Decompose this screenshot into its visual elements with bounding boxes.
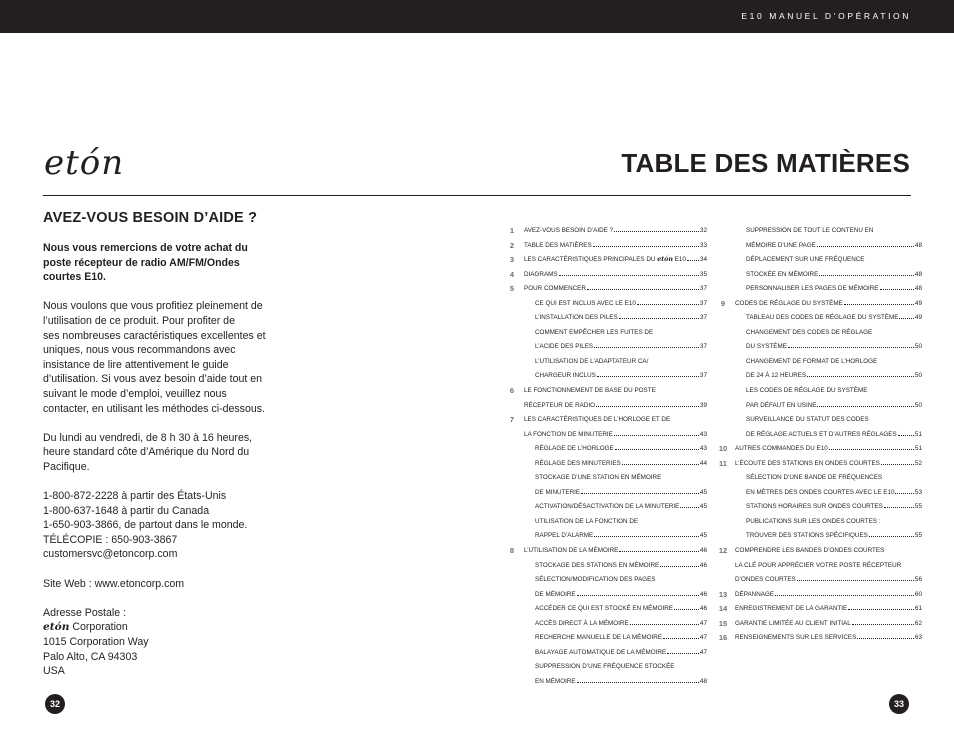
toc-entry-text: STATIONS HORAIRES SUR ONDES COURTES: [746, 503, 883, 511]
toc-entry: [718, 428, 922, 443]
toc-entry: [718, 297, 922, 312]
toc-page-number: 43: [699, 445, 707, 453]
toc-entry-text: PAR DÉFAUT EN USINE: [746, 401, 817, 409]
toc-entry: [718, 384, 922, 399]
toc-page-number: 44: [699, 459, 707, 467]
toc-entry: [507, 326, 707, 341]
toc-page-number: 49: [914, 314, 922, 322]
toc-entry: [718, 457, 922, 472]
help-intro-line: uniques, nous vous recommandons avec: [43, 344, 236, 357]
toc-entry-text: AUTRES COMMANDES DU E10: [735, 445, 828, 453]
toc-entry-text: TABLE DES MATIÈRES: [524, 241, 592, 249]
help-hours-line: heure standard côte d’Amérique du Nord du: [43, 446, 250, 459]
toc-page-number: 60: [914, 590, 922, 598]
toc-page-number: 37: [699, 314, 707, 322]
toc-entry: [507, 384, 707, 399]
toc-entry: [507, 559, 707, 574]
toc-dot-leader: [880, 282, 914, 290]
toc-entry-text: LA CLÉ POUR APPRÉCIER VOTRE POSTE RÉCEPTEUR: [735, 561, 902, 569]
toc-chapter-number: 10: [718, 444, 728, 454]
toc-entry: [718, 631, 922, 646]
toc-entry-text: RÉGLAGE DE L’HORLOGE: [535, 445, 614, 453]
toc-chapter-number: 1: [509, 226, 515, 235]
toc-chapter-number: 3: [509, 255, 515, 265]
toc-dot-leader: [597, 369, 699, 377]
toc-entry-text: MÉMOIRE D’UNE PAGE: [746, 241, 816, 249]
toc-page-number: 48: [914, 285, 922, 293]
toc-dot-leader: [619, 311, 699, 319]
toc-entry-text: DE RÉGLAGE ACTUELS ET D’AUTRES RÉGLAGES: [746, 430, 897, 438]
toc-dot-leader: [619, 544, 699, 552]
toc-entry: [507, 239, 707, 254]
toc-dot-leader: [674, 602, 699, 610]
toc-dot-leader: [615, 442, 699, 450]
toc-entry-text: ACCÉDER CE QUI EST STOCKÉ EN MÉMOIRE: [535, 605, 673, 613]
toc-entry: [507, 355, 707, 370]
toc-entry-text: ACCÈS DIRECT À LA MÉMOIRE: [535, 619, 629, 627]
toc-entry-text: CHANGEMENT DE FORMAT DE L’HORLOGE: [746, 357, 878, 365]
toc-entry-text: RECHERCHE MANUELLE DE LA MÉMOIRE: [535, 634, 663, 642]
help-intro-line: d’utilisation. Si vous avez besoin d’aide tout en: [43, 373, 263, 386]
toc-page-number: 53: [914, 488, 922, 496]
toc-entry: [507, 340, 707, 355]
toc-entry: [507, 369, 707, 384]
toc-chapter-number: 12: [718, 546, 728, 556]
toc-dot-leader: [797, 573, 914, 581]
toc-entry: [507, 224, 707, 239]
toc-entry: [718, 340, 922, 355]
toc-dot-leader: [881, 457, 914, 465]
toc-entry-text: CE QUI EST INCLUS AVEC LE E10: [535, 299, 636, 307]
toc-chapter-number: 11: [719, 458, 727, 468]
toc-page-number: 46: [699, 561, 707, 569]
toc-entry: [718, 253, 922, 268]
toc-entry: [507, 413, 707, 428]
toc-entry-text: LES CARACTÉRISTIQUES PRINCIPALES DU: [524, 256, 656, 264]
toc-entry-text: UTILISATION DE LA FONCTION DE: [535, 517, 639, 525]
toc-page-number: 35: [699, 270, 707, 278]
toc-page-number: 45: [699, 503, 707, 511]
toc-dot-leader: [660, 559, 699, 567]
toc-entry-text: L’UTILISATION DE LA MÉMOIRE: [524, 547, 619, 555]
toc-entry-text: ENREGISTREMENT DE LA GARANTIE: [735, 605, 848, 613]
toc-entry: [507, 631, 707, 646]
toc-entry: [718, 617, 922, 632]
toc-entry: [507, 529, 707, 544]
toc-entry: [507, 442, 707, 457]
toc-dot-leader: [687, 253, 699, 261]
toc-entry: [507, 500, 707, 515]
help-hours: [43, 431, 268, 475]
toc-entry: [507, 253, 707, 268]
toc-page-number: 55: [914, 532, 922, 540]
toc-dot-leader: [852, 617, 914, 625]
toc-page-number: 48: [914, 241, 922, 249]
toc-chapter-number: 7: [509, 415, 515, 425]
page-title: TABLE DES MATIÈRES: [621, 148, 910, 178]
toc-entry-text: BALAYAGE AUTOMATIQUE DE LA MÉMOIRE: [535, 648, 667, 656]
toc-entry-text: DE MINUTERIE: [535, 488, 581, 496]
toc-entry: [507, 282, 707, 297]
toc-dot-leader: [884, 500, 914, 508]
header-bar: [0, 0, 954, 33]
toc-entry: [507, 602, 707, 617]
toc-chapter-number: 15: [718, 618, 728, 628]
help-intro-line: ses nombreuses caractéristiques excellentes et: [43, 329, 266, 342]
toc-page-number: 37: [699, 372, 707, 380]
address-street: 1015 Corporation Way: [43, 636, 149, 649]
toc-page-number: 47: [699, 634, 707, 642]
help-intro-line: suivant le mode d’emploi, veuillez nous: [43, 387, 227, 400]
toc-dot-leader: [587, 282, 699, 290]
toc-dot-leader: [594, 340, 699, 348]
toc-entry-text: STOCKAGE D’UNE STATION EN MÉMOIRE: [535, 474, 662, 482]
address-company: Corporation: [72, 621, 128, 634]
toc-dot-leader: [630, 617, 699, 625]
toc-page-number: 56: [914, 576, 922, 584]
fax-number: TÉLÉCOPIE : 650-903-3867: [43, 533, 178, 546]
toc-page-number: 55: [914, 503, 922, 511]
help-intro-line: insistance de lire attentivement le guide: [43, 358, 229, 371]
toc-entry: [718, 588, 922, 603]
title-divider: [43, 195, 911, 196]
toc-page-number: 50: [914, 401, 922, 409]
toc-entry-text: LES CODES DE RÉGLAGE DU SYSTÈME: [746, 387, 868, 395]
toc-page-number: 49: [914, 299, 922, 307]
toc-entry-text: L’UTILISATION DE L’ADAPTATEUR CA/: [535, 357, 649, 365]
help-section: [43, 210, 268, 679]
toc-dot-leader: [594, 529, 699, 537]
toc-entry: [718, 602, 922, 617]
toc-page-number: 51: [914, 430, 922, 438]
help-intro-line: contacter, en utilisant les méthodes ci-dessous.: [43, 402, 265, 415]
toc-page-number: 47: [699, 619, 707, 627]
toc-entry-text: RAPPEL D’ALARME: [535, 532, 594, 540]
toc-entry-text: STOCKAGE DES STATIONS EN MÉMOIRE: [535, 561, 660, 569]
toc-page-number: 37: [699, 285, 707, 293]
toc-page-number: 43: [699, 430, 707, 438]
toc-page-number: 51: [914, 445, 922, 453]
toc-page-number: 33: [699, 241, 707, 249]
toc-dot-leader: [577, 588, 699, 596]
toc-entry: [507, 515, 707, 530]
toc-entry-text: LES CARACTÉRISTIQUES DE L’HORLOGE ET DE: [524, 416, 671, 424]
toc-page-number: 50: [914, 372, 922, 380]
toc-chapter-number: 13: [718, 589, 728, 599]
toc-entry: [507, 268, 707, 283]
toc-dot-leader: [807, 369, 914, 377]
toc-chapter-number: 6: [509, 386, 515, 396]
toc-entry: [507, 617, 707, 632]
toc-entry: [718, 544, 922, 559]
toc-entry-text: CHARGEUR INCLUS: [535, 372, 596, 380]
help-address: [43, 606, 268, 679]
toc-page-number: 37: [699, 299, 707, 307]
toc-entry: [718, 326, 922, 341]
toc-chapter-number: 14: [718, 604, 728, 614]
toc-entry-model: E10: [674, 256, 686, 264]
toc-dot-leader: [680, 500, 699, 508]
toc-entry: [507, 646, 707, 661]
toc-entry-text: RÉGLAGE DES MINUTERIES: [535, 459, 621, 467]
toc-entry: [507, 588, 707, 603]
address-brand: etón: [43, 621, 70, 634]
toc-entry: [507, 573, 707, 588]
toc-entry-text: COMMENT EMPÊCHER LES FUITES DE: [535, 328, 654, 336]
toc-entry-brand: etón: [657, 256, 673, 264]
toc-entry-text: STOCKÉE EN MÉMOIRE: [746, 270, 819, 278]
toc-entry-text: DE MÉMOIRE: [535, 590, 576, 598]
toc-dot-leader: [622, 457, 699, 465]
toc-chapter-number: 9: [720, 298, 726, 308]
toc-entry: [507, 544, 707, 559]
toc-chapter-number: 5: [509, 284, 515, 294]
toc-entry-text: CHANGEMENT DES CODES DE RÉGLAGE: [746, 328, 873, 336]
toc-entry-text: RENSEIGNEMENTS SUR LES SERVICES: [735, 634, 857, 642]
toc-entry: [718, 559, 922, 574]
toc-page-number: 34: [699, 256, 707, 264]
toc-chapter-number: 4: [509, 269, 515, 279]
toc-chapter-number: 8: [509, 546, 515, 556]
toc-entry: [718, 369, 922, 384]
toc-dot-leader: [663, 631, 699, 639]
toc-page-number: 47: [699, 648, 707, 656]
help-website: Site Web : www.etoncorp.com: [43, 577, 185, 590]
toc-dot-leader: [788, 340, 914, 348]
toc-entry: [718, 529, 922, 544]
toc-entry-text: RÉCEPTEUR DE RADIO: [524, 401, 596, 409]
toc-page-number: 63: [914, 634, 922, 642]
help-intro-line: Nous voulons que vous profitiez pleinement de: [43, 300, 263, 313]
toc-chapter-number: 2: [509, 240, 515, 250]
toc-entry: [718, 268, 922, 283]
toc-entry-text: DIAGRAMS: [524, 270, 558, 278]
toc-entry-text: D’ONDES COURTES: [735, 576, 796, 584]
toc-dot-leader: [667, 646, 699, 654]
toc-entry-text: DE 24 À 12 HEURES: [746, 372, 807, 380]
help-lead-line: courtes E10.: [43, 271, 107, 284]
address-city: Palo Alto, CA 94303: [43, 650, 138, 663]
toc-entry-text: GARANTIE LIMITÉE AU CLIENT INITIAL: [735, 619, 851, 627]
toc-dot-leader: [817, 239, 914, 247]
toc-dot-leader: [559, 268, 699, 276]
toc-entry: [718, 486, 922, 501]
phone-canada: 1-800-637-1648 à partir du Canada: [43, 504, 210, 517]
toc-column-right: [718, 224, 922, 646]
toc-entry: [718, 413, 922, 428]
phone-worldwide: 1-650-903-3866, de partout dans le monde.: [43, 519, 248, 532]
toc-dot-leader: [593, 239, 699, 247]
toc-entry-text: TROUVER DES STATIONS SPÉCIFIQUES: [746, 532, 868, 540]
toc-dot-leader: [829, 442, 914, 450]
toc-dot-leader: [637, 297, 699, 305]
toc-entry-text: EN MÈTRES DES ONDES COURTES AVEC LE E10: [746, 488, 895, 496]
toc-entry-text: CODES DE RÉGLAGE DU SYSTÈME: [735, 299, 843, 307]
toc-entry: [507, 297, 707, 312]
toc-page-number: 32: [699, 227, 707, 234]
toc-entry: [718, 355, 922, 370]
toc-entry-text: PUBLICATIONS SUR LES ONDES COURTES :: [746, 517, 881, 525]
toc-chapter-number: 16: [718, 633, 728, 643]
toc-page-number: 46: [699, 547, 707, 555]
page-number-left: 32: [45, 694, 65, 714]
toc-page-number: 45: [699, 488, 707, 496]
toc-entry: [718, 515, 922, 530]
toc-entry: [718, 224, 922, 239]
toc-column-left: [507, 224, 707, 690]
toc-entry: [507, 311, 707, 326]
page-number-right: 33: [889, 694, 909, 714]
toc-page-number: 37: [699, 343, 707, 351]
help-hours-line: Pacifique.: [43, 460, 90, 473]
toc-entry: [507, 428, 707, 443]
toc-page-number: 45: [699, 532, 707, 540]
toc-entry: [507, 675, 707, 690]
toc-entry-text: L’ÉCOUTE DES STATIONS EN ONDES COURTES: [735, 459, 880, 467]
toc-dot-leader: [577, 675, 699, 683]
toc-entry-text: DÉPLACEMENT SUR UNE FRÉQUENCE: [746, 256, 865, 264]
toc-page-number: 62: [914, 619, 922, 627]
toc-entry-text: SURVEILLANCE DU STATUT DES CODES: [746, 416, 869, 424]
toc-entry: [507, 471, 707, 486]
toc-entry-text: LA FONCTION DE MINUTERIE: [524, 430, 613, 438]
toc-entry-text: SÉLECTION/MODIFICATION DES PAGES: [535, 576, 656, 584]
help-hours-line: Du lundi au vendredi, de 8 h 30 à 16 heures,: [43, 431, 253, 444]
toc-entry: [718, 442, 922, 457]
toc-entry: [507, 660, 707, 675]
help-contacts: [43, 489, 268, 562]
toc-dot-leader: [817, 399, 913, 407]
phone-us: 1-800-872-2228 à partir des États-Unis: [43, 490, 227, 503]
toc-entry: [507, 486, 707, 501]
help-intro-line: l’utilisation de ce produit. Pour profiter de: [43, 314, 235, 327]
toc-dot-leader: [775, 588, 914, 596]
toc-entry: [718, 399, 922, 414]
toc-dot-leader: [596, 399, 699, 407]
toc-page-number: 39: [699, 401, 707, 409]
toc-entry-text: PERSONNALISER LES PAGES DE MÉMOIRE: [746, 285, 879, 293]
toc-dot-leader: [899, 311, 913, 319]
toc-page-number: 48: [699, 677, 707, 685]
toc-page-number: 50: [914, 343, 922, 351]
toc-dot-leader: [895, 486, 913, 494]
support-email: customersvc@etoncorp.com: [43, 548, 178, 561]
toc-entry: [718, 500, 922, 515]
toc-page-number: 46: [699, 590, 707, 598]
toc-entry-text: SUPPRESSION DE TOUT LE CONTENU EN: [746, 227, 874, 234]
toc-page-number: 48: [914, 270, 922, 278]
toc-dot-leader: [848, 602, 914, 610]
toc-entry-text: LE FONCTIONNEMENT DE BASE DU POSTE: [524, 387, 656, 395]
toc-entry-text: POUR COMMENCER: [524, 285, 586, 293]
toc-entry-text: ACTIVATION/DÉSACTIVATION DE LA MINUTERIE: [535, 503, 680, 511]
help-lead-line: poste récepteur de radio AM/FM/Ondes: [43, 256, 240, 269]
toc-entry: [718, 239, 922, 254]
toc-entry-text: SUPPRESSION D’UNE FRÉQUENCE STOCKÉE: [535, 663, 675, 671]
toc-dot-leader: [581, 486, 699, 494]
help-lead: [43, 241, 268, 285]
toc-entry: [507, 457, 707, 472]
toc-entry-text: DU SYSTÈME: [746, 343, 787, 351]
toc-dot-leader: [819, 268, 914, 276]
help-intro: [43, 299, 268, 416]
toc-dot-leader: [869, 529, 914, 537]
toc-entry: [718, 282, 922, 297]
toc-entry-text: AVEZ-VOUS BESOIN D’AIDE ?: [524, 227, 614, 234]
toc-entry-text: SÉLECTION D’UNE BANDE DE FRÉQUENCES: [746, 474, 883, 482]
help-heading: AVEZ-VOUS BESOIN D’AIDE ?: [43, 210, 258, 226]
toc-entry-text: EN MÉMOIRE: [535, 677, 576, 685]
toc-entry-text: DÉPANNAGE: [735, 590, 775, 598]
toc-entry-text: TABLEAU DES CODES DE RÉGLAGE DU SYSTÈME: [746, 314, 899, 322]
toc-entry: [718, 573, 922, 588]
toc-entry: [507, 399, 707, 414]
help-lead-line: Nous vous remercions de votre achat du: [43, 242, 248, 254]
toc-entry-text: L’INSTALLATION DES PILES: [535, 314, 618, 322]
toc-page-number: 46: [699, 605, 707, 613]
eton-logo: etón: [44, 143, 125, 183]
toc-page-number: 52: [914, 459, 922, 467]
toc-dot-leader: [898, 428, 914, 436]
toc-dot-leader: [857, 631, 914, 639]
toc-dot-leader: [844, 297, 914, 305]
header-title: E10 MANUEL D’OPÉRATION: [741, 11, 911, 21]
toc-entry-text: COMPRENDRE LES BANDES D’ONDES COURTES: [735, 547, 885, 555]
toc-dot-leader: [614, 428, 699, 436]
toc-entry: [718, 311, 922, 326]
toc-page-number: 61: [914, 605, 922, 613]
toc-entry-text: L’ACIDE DES PILES: [535, 343, 594, 351]
toc-dot-leader: [614, 224, 699, 232]
address-country: USA: [43, 665, 65, 678]
toc-entry: [718, 471, 922, 486]
address-label: Adresse Postale :: [43, 606, 127, 619]
